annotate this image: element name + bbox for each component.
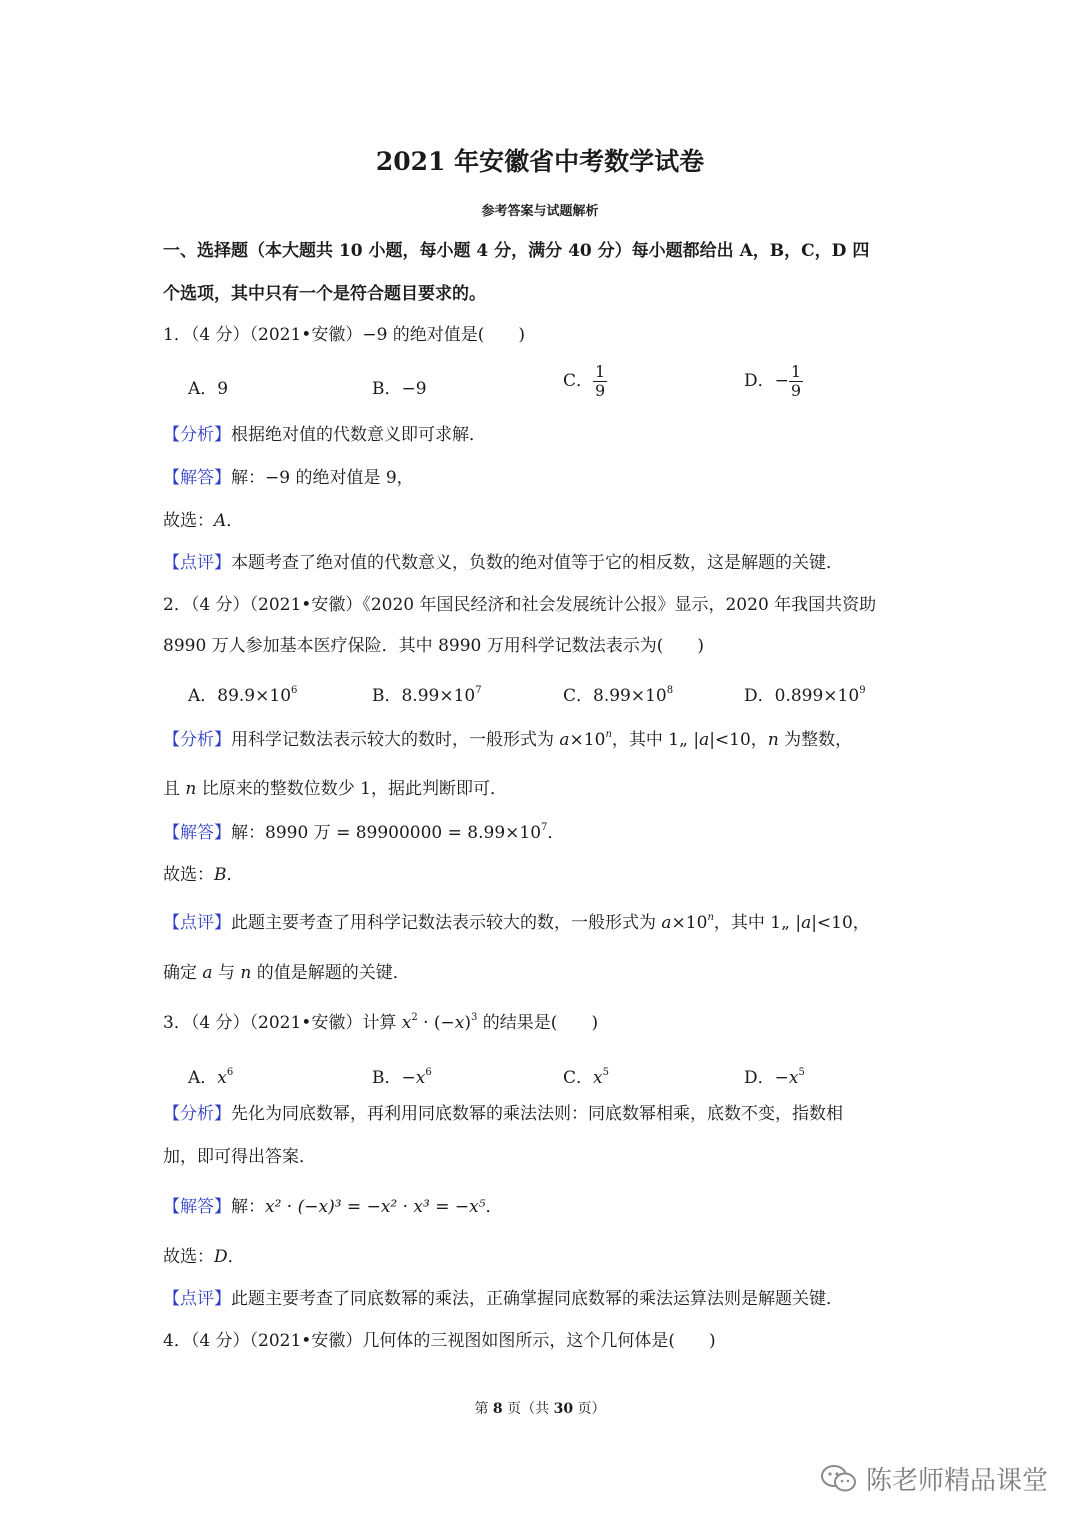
q2-comment2-text-e: 的值是解题的关键． <box>251 963 410 983</box>
q2-analysis-text-a: 用科学记数法表示较大的数时，一般形式为 <box>231 730 560 750</box>
q1-option-d-denominator: 9 <box>790 381 802 400</box>
q1-option-c <box>563 363 607 400</box>
answer-tag: 【解答】 <box>163 823 231 843</box>
q3-stem <box>163 1012 598 1034</box>
q3-option-d <box>744 1063 805 1088</box>
comment-tag: 【点评】 <box>163 1289 231 1309</box>
q3-comment <box>163 1288 843 1310</box>
q2-analysis2-text-c: 比原来的整数位数少 1，据此判断即可． <box>196 779 507 799</box>
q1-option-c-label: C． <box>563 371 594 391</box>
q2-analysis-text-c: ×10 <box>569 730 606 750</box>
q3-choice <box>163 1246 245 1268</box>
q2-option-a-exp: 6 <box>291 685 298 696</box>
q1-choice-prefix: 故选： <box>163 511 214 531</box>
q3-stem-e: ) <box>464 1013 472 1033</box>
q2-option-a-base: A．89.9×10 <box>188 686 292 706</box>
answer-tag: 【解答】 <box>163 468 231 488</box>
q2-choice-suffix: ． <box>226 865 244 885</box>
footer-page-number: 8 <box>492 1401 503 1417</box>
q3-option-c <box>563 1063 609 1088</box>
q2-answer-end: ． <box>547 823 565 843</box>
section-heading-line2: 个选项，其中只有一个是符合题目要求的。 <box>163 284 486 304</box>
q3-analysis-line2: 加，即可得出答案． <box>163 1147 316 1167</box>
q2-comment-text-a: 此题主要考查了用科学记数法表示较大的数，一般形式为 <box>231 913 662 933</box>
q3-answer <box>163 1196 503 1218</box>
comment-tag: 【点评】 <box>163 553 231 573</box>
q2-analysis-line1 <box>163 729 852 751</box>
q1-option-a: A．9 <box>188 379 229 399</box>
q2-answer-text: 解：8990 万 = 89900000 = 8.99×10 <box>231 823 542 843</box>
q3-option-b-label: B．− <box>372 1068 416 1088</box>
q2-choice <box>163 864 244 886</box>
footer-middle: 页（共 <box>502 1401 554 1417</box>
q3-answer-prefix: 解： <box>231 1197 265 1217</box>
analysis-tag: 【分析】 <box>163 425 231 445</box>
page-footer <box>0 1398 1080 1418</box>
q2-answer-exp: 7 <box>541 822 548 833</box>
q2-stem-line2: 8990 万人参加基本医疗保险．其中 8990 万用科学记数法表示为( ) <box>163 636 705 656</box>
q2-analysis2-var-n: n <box>185 779 197 799</box>
q3-stem-a: 3．（4 分）（2021•安徽）计算 <box>163 1013 402 1033</box>
q3-option-c-var: x <box>593 1068 603 1088</box>
q2-option-c-exp: 8 <box>666 685 674 696</box>
q3-option-b-exp: 6 <box>425 1067 432 1078</box>
q3-option-b-var: x <box>415 1068 426 1088</box>
q2-option-d-exp: 9 <box>859 685 866 696</box>
q2-comment-var-e: a <box>801 913 812 933</box>
q2-comment2-var-a: a <box>202 963 213 983</box>
q3-option-d-var: x <box>788 1068 799 1088</box>
wechat-icon <box>820 1464 858 1494</box>
q3-option-c-label: C． <box>563 1068 594 1088</box>
q2-analysis-text-d: ，其中 1„ | <box>611 730 700 750</box>
answer-tag: 【解答】 <box>163 1197 231 1217</box>
q3-answer-end: ． <box>485 1197 503 1217</box>
q2-analysis-var-a: a <box>559 730 570 750</box>
q3-choice-prefix: 故选： <box>163 1247 214 1267</box>
q3-analysis-line1 <box>163 1103 843 1125</box>
q3-option-d-exp: 5 <box>798 1067 805 1078</box>
q2-option-b <box>372 681 482 706</box>
q3-comment-text: 此题主要考查了同底数幂的乘法，正确掌握同底数幂的乘法运算法则是解题关键． <box>231 1289 843 1309</box>
q2-comment-line1 <box>163 912 870 934</box>
footer-suffix: 页） <box>573 1401 606 1417</box>
q2-choice-prefix: 故选： <box>163 865 214 885</box>
q4-stem: 4．（4 分）（2021•安徽）几何体的三视图如图所示，这个几何体是( ) <box>163 1331 716 1351</box>
q2-comment-text-f: |<10， <box>811 913 870 933</box>
q2-comment-text-d: ，其中 1„ | <box>713 913 802 933</box>
q1-option-c-denominator: 9 <box>595 381 606 400</box>
q2-comment-var-a: a <box>661 913 672 933</box>
q2-comment2-var-n: n <box>240 963 252 983</box>
q2-comment2-text-c: 与 <box>212 963 241 983</box>
q2-analysis-exp: n <box>605 729 612 740</box>
q1-option-c-fraction <box>593 363 607 400</box>
q2-comment-line2 <box>163 962 410 984</box>
q3-stem-var-x1: x <box>401 1013 412 1033</box>
q1-comment <box>163 552 843 574</box>
q2-option-b-base: B．8.99×10 <box>372 686 476 706</box>
q1-answer <box>163 467 414 489</box>
q3-stem-exp1: 2 <box>411 1012 418 1023</box>
q2-option-d-base: D．0.899×10 <box>744 686 860 706</box>
watermark-text: 陈老师精品课堂 <box>866 1466 1049 1496</box>
q2-option-c <box>563 681 673 706</box>
q2-analysis-text-f: |<10， <box>709 730 768 750</box>
q3-stem-f: 的结果是( ) <box>477 1013 599 1033</box>
q1-stem: 1．（4 分）（2021•安徽）−9 的绝对值是( ) <box>163 325 526 345</box>
q2-option-b-exp: 7 <box>475 685 482 696</box>
q2-option-c-base: C．8.99×10 <box>563 686 667 706</box>
q1-choice-suffix: ． <box>226 511 244 531</box>
q1-option-d-numerator: 1 <box>790 362 802 381</box>
q2-analysis-var-n: n <box>767 730 779 750</box>
q1-analysis <box>163 424 486 446</box>
analysis-tag: 【分析】 <box>163 1104 231 1124</box>
q1-option-d-label: D．− <box>744 371 789 391</box>
q1-comment-text: 本题考查了绝对值的代数意义，负数的绝对值等于它的相反数，这是解题的关键． <box>231 553 843 573</box>
q2-analysis-line2 <box>163 778 507 800</box>
q2-option-d <box>744 681 866 706</box>
q3-choice-suffix: ． <box>227 1247 245 1267</box>
q3-choice-letter: D <box>214 1247 228 1267</box>
watermark <box>820 1460 1048 1497</box>
q2-option-a <box>188 681 297 706</box>
q3-option-a-label: A． <box>188 1068 218 1088</box>
q3-option-b <box>372 1063 432 1088</box>
q3-analysis-text: 先化为同底数幂，再利用同底数幂的乘法法则：同底数幂相乘，底数不变，指数相 <box>231 1104 843 1124</box>
q2-analysis-var-e: a <box>699 730 710 750</box>
analysis-tag: 【分析】 <box>163 730 231 750</box>
footer-prefix: 第 <box>474 1401 493 1417</box>
q3-stem-c: · (− <box>417 1013 455 1033</box>
q1-option-d <box>744 363 803 400</box>
page-title: 2021 年安徽省中考数学试卷 <box>375 147 705 176</box>
q1-option-d-fraction <box>789 363 803 400</box>
q1-option-c-numerator: 1 <box>595 362 606 381</box>
q3-option-d-label: D．− <box>744 1068 789 1088</box>
q3-option-a-exp: 6 <box>226 1067 234 1078</box>
q3-stem-var-x2: x <box>454 1013 465 1033</box>
comment-tag: 【点评】 <box>163 913 231 933</box>
q3-stem-exp2: 3 <box>471 1012 478 1023</box>
q2-comment-text-c: ×10 <box>671 913 708 933</box>
page-subtitle: 参考答案与试题解析 <box>481 204 599 219</box>
footer-total-pages: 30 <box>553 1401 574 1417</box>
q1-choice <box>163 510 243 532</box>
q2-comment-exp: n <box>707 912 714 923</box>
q1-answer-text: 解：−9 的绝对值是 9， <box>231 468 414 488</box>
q1-choice-letter: A <box>214 511 227 531</box>
q2-answer <box>163 822 564 844</box>
q3-option-c-exp: 5 <box>602 1067 609 1078</box>
q3-option-a-var: x <box>217 1068 227 1088</box>
q1-option-b: B．−9 <box>372 379 427 399</box>
q2-analysis2-text-a: 且 <box>163 779 186 799</box>
q2-comment2-text-a: 确定 <box>163 963 203 983</box>
q2-choice-letter: B <box>214 865 227 885</box>
q3-option-a <box>188 1063 233 1088</box>
q1-analysis-text: 根据绝对值的代数意义即可求解． <box>231 425 486 445</box>
q3-answer-expression: x² · (−x)³ = −x² · x³ = −x⁵ <box>265 1197 486 1217</box>
section-heading-line1: 一、选择题（本大题共 10 小题，每小题 4 分，满分 40 分）每小题都给出 A，B，C，D 四 <box>163 241 870 261</box>
q2-stem-line1: 2．（4 分）（2021•安徽）《2020 年国民经济和社会发展统计公报》显示，2020 年我国共资助 <box>163 595 877 615</box>
q2-analysis-text-h: 为整数， <box>778 730 853 750</box>
